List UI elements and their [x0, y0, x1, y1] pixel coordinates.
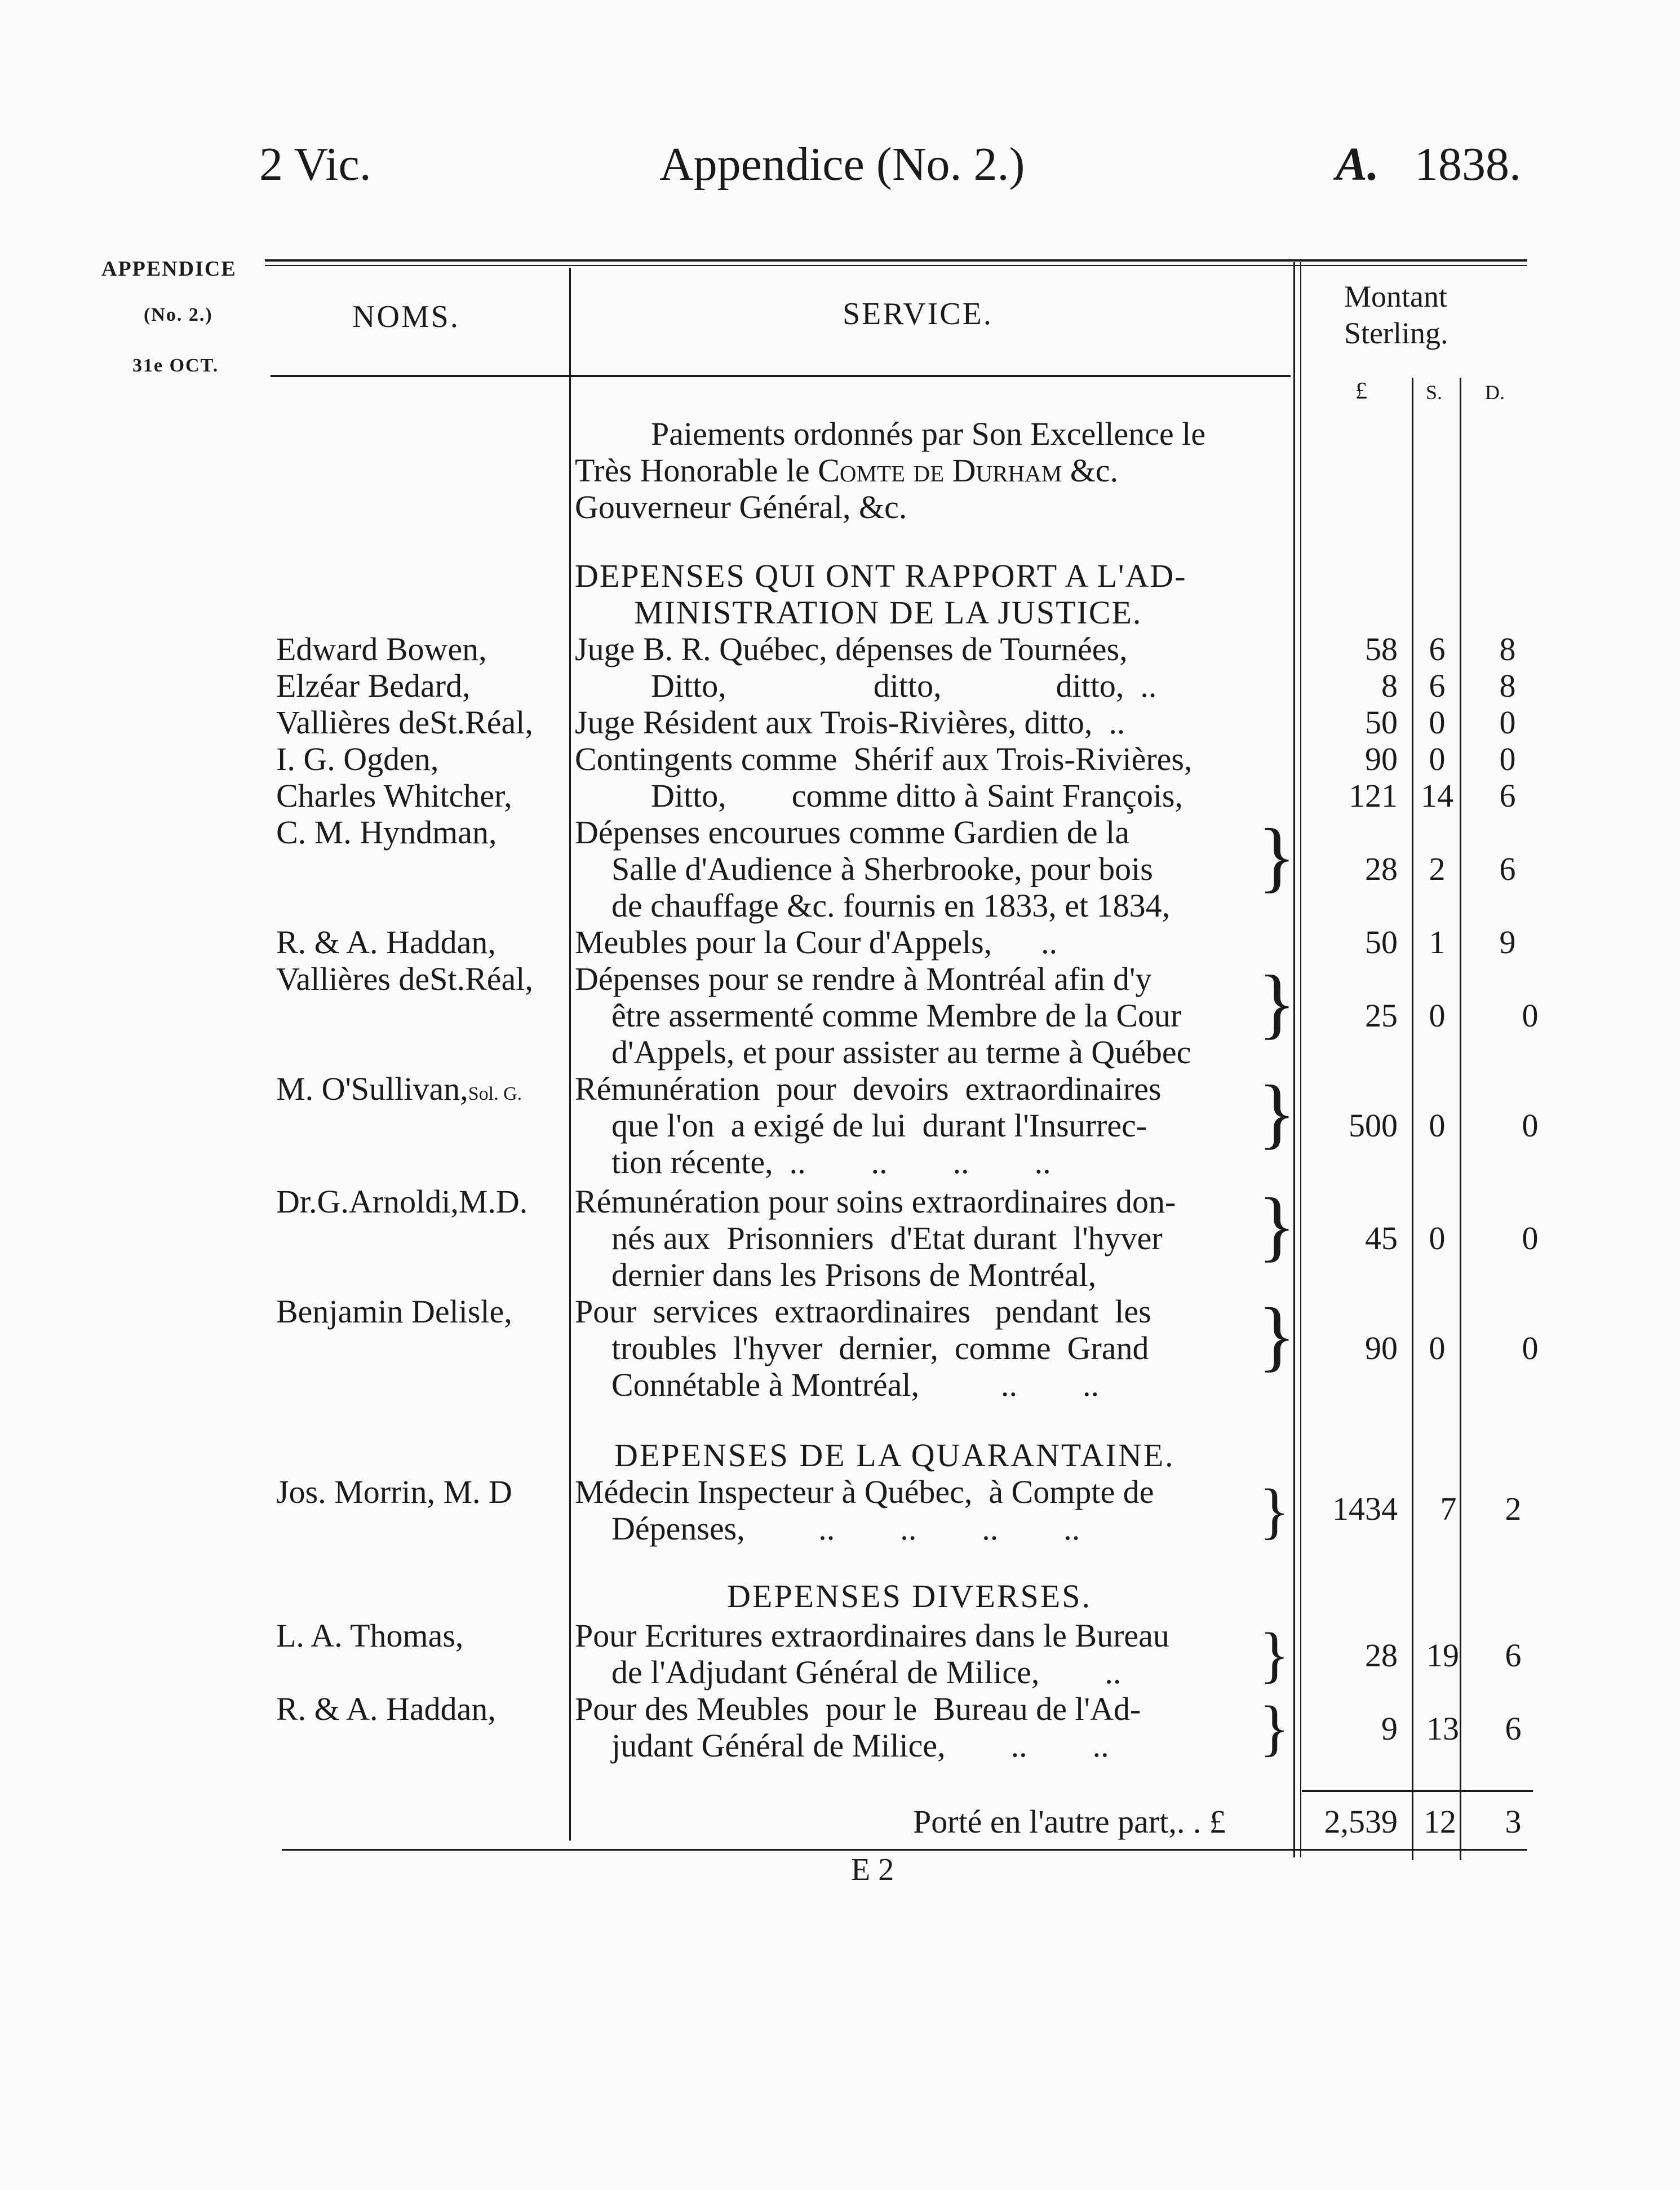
- row-shillings: 0: [1429, 1107, 1446, 1144]
- row-shillings: 7: [1440, 1490, 1457, 1527]
- row-pounds: 90: [1365, 1330, 1398, 1366]
- row-pence: 6: [1505, 1637, 1522, 1674]
- row-service: Ditto, ditto, ditto, ..: [651, 667, 1157, 704]
- row-name: R. & A. Haddan,: [276, 924, 496, 961]
- row-pence: 0: [1499, 741, 1516, 777]
- row-pence: 8: [1499, 667, 1516, 704]
- row-pence: 6: [1499, 777, 1516, 814]
- row-service-line: Rémunération pour soins extraordinaires don-: [575, 1183, 1176, 1220]
- row-pounds: 28: [1365, 1637, 1398, 1674]
- row-shillings: 0: [1429, 997, 1446, 1034]
- row-pounds: 90: [1365, 741, 1398, 777]
- row-name: Edward Bowen,: [276, 631, 487, 667]
- unit-pence: D.: [1485, 381, 1505, 404]
- row-pence: 0: [1499, 704, 1516, 741]
- noms-service-divider: [569, 268, 571, 1841]
- row-shillings: 19: [1426, 1637, 1459, 1674]
- row-service-line: judant Général de Milice, .. ..: [611, 1727, 1109, 1764]
- row-pounds: 1434: [1332, 1490, 1398, 1527]
- row-service-line: Connétable à Montréal, .. ..: [611, 1366, 1099, 1403]
- row-pounds: 28: [1365, 851, 1398, 887]
- brace-icon: }: [1260, 1476, 1289, 1545]
- row-service: Juge Résident aux Trois-Rivières, ditto, ..: [575, 704, 1125, 741]
- row-service: Contingents comme Shérif aux Trois-Rivières,: [575, 741, 1193, 777]
- row-name: Benjamin Delisle,: [276, 1293, 512, 1330]
- row-pounds: 50: [1365, 924, 1398, 961]
- row-pounds: 500: [1349, 1107, 1398, 1144]
- footer-signature: E 2: [851, 1852, 894, 1887]
- row-service-line: que l'on a exigé de lui durant l'Insurrec-: [611, 1107, 1147, 1144]
- row-service-line: Dépenses encourues comme Gardien de la: [575, 814, 1129, 851]
- row-name: Vallières deSt.Réal,: [276, 961, 533, 997]
- row-pounds: 8: [1381, 667, 1398, 704]
- bottom-rule: [282, 1849, 1527, 1851]
- row-name: Dr.G.Arnoldi,M.D.: [276, 1183, 528, 1220]
- brace-icon: }: [1260, 1620, 1289, 1689]
- brace-icon: }: [1258, 959, 1296, 1047]
- row-pence: 2: [1505, 1490, 1522, 1527]
- row-service-line: être assermenté comme Membre de la Cour: [611, 997, 1182, 1034]
- row-shillings: 0: [1429, 704, 1446, 741]
- row-name: M. O'Sullivan,Sol. G.: [276, 1070, 522, 1107]
- row-name: Elzéar Bedard,: [276, 667, 471, 704]
- row-service-line: Médecin Inspecteur à Québec, à Compte de: [575, 1474, 1154, 1510]
- intro-line-1: Paiements ordonnés par Son Excellence le: [651, 415, 1206, 452]
- side-note-appendice: APPENDICE: [101, 257, 237, 281]
- row-pounds: 50: [1365, 704, 1398, 741]
- row-service-line: Salle d'Audience à Sherbrooke, pour bois: [611, 851, 1153, 887]
- row-shillings: 0: [1429, 1330, 1446, 1366]
- row-name: Vallières deSt.Réal,: [276, 704, 533, 741]
- header-rule: [271, 375, 1291, 377]
- row-shillings: 0: [1429, 741, 1446, 777]
- unit-shillings: S.: [1426, 381, 1443, 404]
- row-shillings: 0: [1429, 1220, 1446, 1257]
- row-pounds: 25: [1365, 997, 1398, 1034]
- column-header-service: SERVICE.: [843, 297, 993, 331]
- total-rule: [1302, 1790, 1533, 1792]
- total-pence: 3: [1505, 1803, 1522, 1840]
- intro-comte-name: Comte de Durham: [818, 452, 1062, 489]
- column-header-montant: Montant: [1344, 280, 1447, 313]
- row-service-line: Dépenses, .. .. .. ..: [611, 1510, 1080, 1547]
- header-right-prefix: A.: [1336, 138, 1380, 191]
- row-name: C. M. Hyndman,: [276, 814, 497, 851]
- total-label: Porté en l'autre part,. . £: [913, 1803, 1226, 1840]
- row-name-suffix: Sol. G.: [468, 1083, 522, 1104]
- row-service-line: Pour des Meubles pour le Bureau de l'Ad-: [575, 1691, 1141, 1727]
- row-service-line: Pour services extraordinaires pendant les: [575, 1293, 1151, 1330]
- row-service: Ditto, comme ditto à Saint François,: [651, 777, 1183, 814]
- brace-icon: }: [1258, 1292, 1296, 1379]
- header-right-year: 1838.: [1415, 138, 1521, 191]
- brace-icon: }: [1258, 1069, 1296, 1157]
- row-pounds: 9: [1381, 1710, 1398, 1747]
- pounds-shillings-divider: [1412, 378, 1413, 1860]
- side-note-date: 31e OCT.: [132, 355, 219, 376]
- row-service-line: tion récente, .. .. .. ..: [611, 1144, 1051, 1180]
- section-quarantaine: DEPENSES DE LA QUARANTAINE.: [614, 1437, 1175, 1474]
- row-pence: 8: [1499, 631, 1516, 667]
- row-shillings: 14: [1421, 777, 1453, 814]
- brace-icon: }: [1260, 1693, 1289, 1762]
- row-shillings: 6: [1429, 667, 1446, 704]
- row-pounds: 45: [1365, 1220, 1398, 1257]
- row-service-line: dernier dans les Prisons de Montréal,: [611, 1257, 1097, 1293]
- row-pounds: 121: [1349, 777, 1398, 814]
- section-diverses: DEPENSES DIVERSES.: [727, 1578, 1092, 1614]
- total-shillings: 12: [1424, 1803, 1456, 1840]
- total-pounds: 2,539: [1324, 1803, 1398, 1840]
- header-left: 2 Vic.: [259, 138, 371, 191]
- row-pence: 6: [1505, 1710, 1522, 1747]
- row-pounds: 58: [1365, 631, 1398, 667]
- row-service: Meubles pour la Cour d'Appels, ..: [575, 924, 1058, 961]
- service-amount-divider-double: [1300, 262, 1301, 1857]
- row-name: I. G. Ogden,: [276, 741, 439, 777]
- row-name: R. & A. Haddan,: [276, 1691, 496, 1727]
- row-service-line: Dépenses pour se rendre à Montréal afin d'y: [575, 961, 1152, 997]
- row-service: Juge B. R. Québec, dépenses de Tournées,: [575, 631, 1128, 667]
- row-pence: 0: [1522, 1107, 1539, 1144]
- row-service-line: Rémunération pour devoirs extraordinaires: [575, 1070, 1162, 1107]
- intro-line-3: Gouverneur Général, &c.: [575, 489, 907, 525]
- row-name: Charles Whitcher,: [276, 777, 512, 814]
- column-header-noms: NOMS.: [352, 299, 460, 334]
- row-service-line: de l'Adjudant Général de Milice, ..: [611, 1654, 1122, 1691]
- row-name: L. A. Thomas,: [276, 1617, 464, 1654]
- row-service-line: d'Appels, et pour assister au terme à Québec: [611, 1034, 1191, 1070]
- column-header-sterling: Sterling.: [1344, 316, 1448, 350]
- row-service-line: de chauffage &c. fournis en 1833, et 1834,: [611, 887, 1171, 924]
- header-center: Appendice (No. 2.): [659, 138, 1025, 191]
- service-amount-divider: [1293, 262, 1295, 1857]
- side-note-number: (No. 2.): [144, 304, 213, 325]
- row-service-line: nés aux Prisonniers d'Etat durant l'hyver: [611, 1220, 1163, 1257]
- section-justice-line-1: DEPENSES QUI ONT RAPPORT A L'AD-: [575, 558, 1187, 594]
- row-shillings: 13: [1426, 1710, 1459, 1747]
- brace-icon: }: [1258, 1182, 1296, 1269]
- intro-line-2: Très Honorable le Comte de Durham &c.: [575, 452, 1119, 489]
- row-name: Jos. Morrin, M. D: [276, 1474, 512, 1510]
- row-pence: 6: [1499, 851, 1516, 887]
- section-justice-line-2: MINISTRATION DE LA JUSTICE.: [634, 594, 1142, 631]
- row-shillings: 6: [1429, 631, 1446, 667]
- row-pence: 0: [1522, 997, 1539, 1034]
- top-rule-double: [265, 265, 1527, 266]
- row-shillings: 1: [1429, 924, 1446, 961]
- row-pence: 0: [1522, 1220, 1539, 1257]
- row-service-line: Pour Ecritures extraordinaires dans le Bureau: [575, 1617, 1169, 1654]
- top-rule: [265, 259, 1527, 262]
- unit-pounds: £: [1355, 378, 1367, 404]
- row-pence: 0: [1522, 1330, 1539, 1366]
- row-pence: 9: [1499, 924, 1516, 961]
- brace-icon: }: [1258, 813, 1296, 900]
- row-service-line: troubles l'hyver dernier, comme Grand: [611, 1330, 1149, 1366]
- row-shillings: 2: [1429, 851, 1446, 887]
